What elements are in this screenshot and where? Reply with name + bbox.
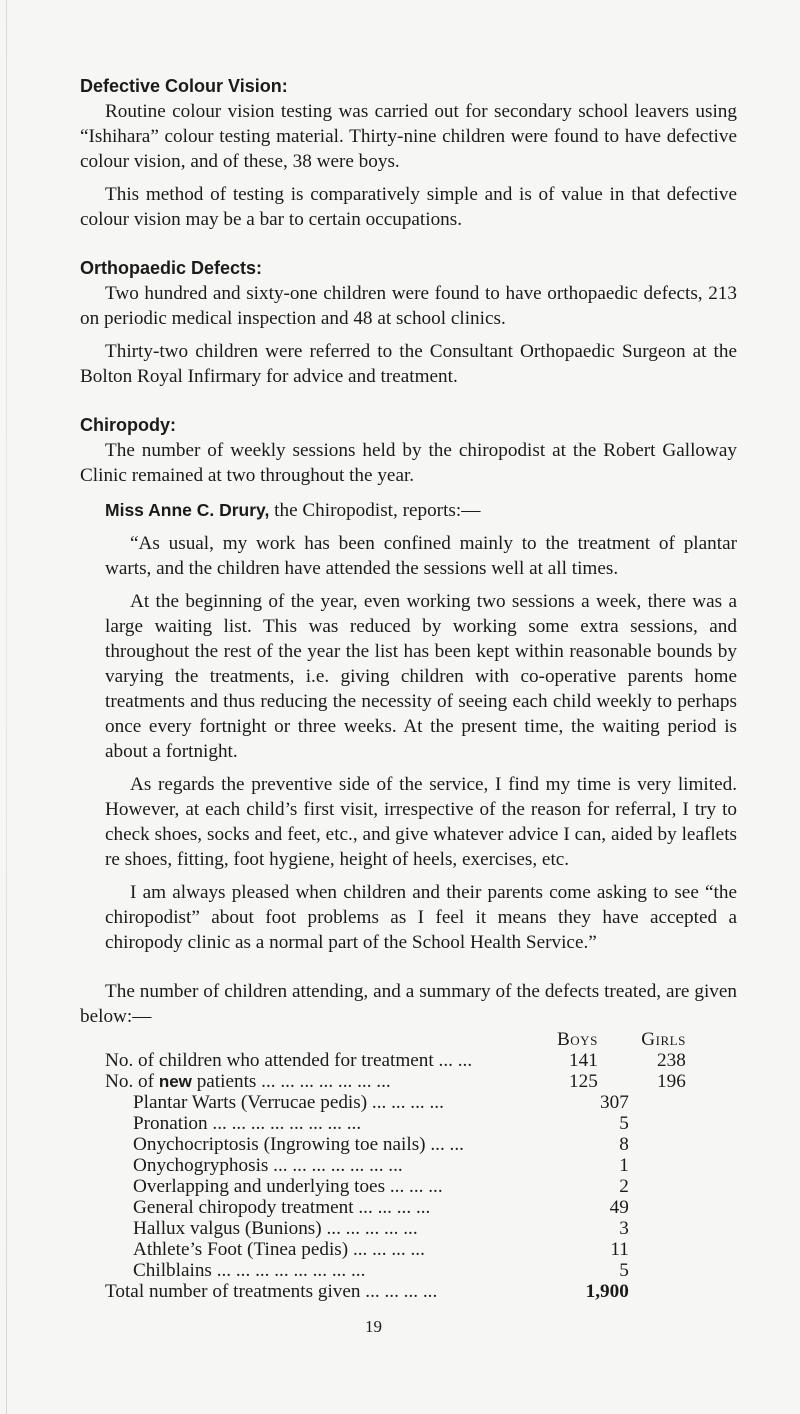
orthopaedic-paragraph-1: Two hundred and sixty-one children were found to have orthopaedic defects, 213 on periodic medical inspection and 48 at school clinics. — [80, 283, 737, 329]
page-edge-shadow — [6, 0, 7, 1414]
document-page — [80, 74, 737, 1339]
defect-label: Chilblains ... ... ... ... ... ... ... ... — [133, 1260, 366, 1281]
heading-orthopaedic: Orthopaedic Defects: — [80, 258, 263, 278]
table-row — [105, 1239, 686, 1260]
chiropody-paragraph-1: The number of weekly sessions held by the chiropodist at the Robert Galloway Clinic remained at two throughout the year. — [80, 440, 737, 486]
table-header-row — [105, 1029, 686, 1050]
table-row — [105, 1050, 686, 1071]
defect-label: Onychogryphosis ... ... ... ... ... ... ... — [133, 1155, 403, 1176]
defect-label: Onychocriptosis (Ingrowing toe nails) ... ... — [133, 1134, 464, 1155]
orthopaedic-paragraph-2: Thirty-two children were referred to the Consultant Orthopaedic Surgeon at the Bolton Royal Infirmary for advice and treatment. — [80, 341, 737, 387]
chiropodist-report-quote — [80, 523, 737, 955]
defect-count: 1 — [619, 1155, 629, 1176]
defect-count: 5 — [619, 1113, 629, 1134]
quote-paragraph-1: “As usual, my work has been confined mainly to the treatment of plantar warts, and the children have attended the sessions well at all times. — [105, 533, 737, 579]
treatment-summary-table — [105, 1029, 686, 1302]
total-value: 1,900 — [585, 1281, 629, 1302]
heading-colour-vision: Defective Colour Vision: — [80, 76, 288, 96]
report-intro-text: the Chiropodist, reports:— — [269, 500, 481, 521]
defect-count: 5 — [619, 1260, 629, 1281]
table-row-total — [105, 1281, 686, 1302]
quote-paragraph-4: I am always pleased when children and their parents come asking to see “the chiropodist” about foot problems as I feel it means they have accepted a chiropody clinic as a normal part of the School Health Service.” — [105, 882, 737, 953]
boys-value: 125 — [569, 1071, 598, 1092]
defect-label: Pronation ... ... ... ... ... ... ... ... — [133, 1113, 362, 1134]
table-row — [105, 1071, 686, 1092]
table-row — [105, 1134, 686, 1155]
defect-label: Plantar Warts (Verrucae pedis) ... ... ... ... — [133, 1092, 444, 1113]
defect-count: 3 — [619, 1218, 629, 1239]
quote-paragraph-2: At the beginning of the year, even working two sessions a week, there was a large waiting list. This was reduced by working some extra sessions, and throughout the rest of the year the list has been kept within reasonable bounds by varying the treatments, i.e. giving children with co-operative parents home treatments and thus reducing the necessity of seeing each child weekly to perhaps once every fortnight or three weeks. At the present time, the waiting period is about a fortnight. — [105, 591, 737, 762]
page-number: 19 — [365, 1317, 382, 1336]
colour-vision-paragraph-2: This method of testing is comparatively simple and is of value in that defective colour vision may be a bar to certain occupations. — [80, 184, 737, 230]
heading-chiropody: Chiropody: — [80, 415, 176, 435]
defect-label: Overlapping and underlying toes ... ... ... — [133, 1176, 443, 1197]
girls-value: 196 — [657, 1071, 686, 1092]
col-header-girls: Girls — [641, 1029, 686, 1050]
table-row — [105, 1155, 686, 1176]
summary-paragraph: The number of children attending, and a summary of the defects treated, are given below:— — [80, 981, 737, 1027]
defect-label: Hallux valgus (Bunions) ... ... ... ... ... — [133, 1218, 418, 1239]
defect-count: 49 — [609, 1197, 629, 1218]
defect-count: 307 — [600, 1092, 629, 1113]
table-row — [105, 1113, 686, 1134]
row-label: No. of new patients ... ... ... ... ... ... ... — [105, 1071, 391, 1092]
col-header-boys: Boys — [557, 1029, 598, 1050]
quote-paragraph-3: As regards the preventive side of the service, I find my time is very limited. However, at each child’s first visit, irrespective of the reason for referral, I try to check shoes, socks and feet, etc., and give whatever advice I can, aided by leaflets re shoes, fitting, foot hygiene, height of heels, exercises, etc. — [105, 774, 737, 870]
defect-label: Athlete’s Foot (Tinea pedis) ... ... ... ... — [133, 1239, 425, 1260]
table-row — [105, 1176, 686, 1197]
defect-count: 8 — [619, 1134, 629, 1155]
table-row — [105, 1260, 686, 1281]
chiropodist-name: Miss Anne C. Drury, — [105, 500, 270, 520]
colour-vision-paragraph-1: Routine colour vision testing was carried out for secondary school leavers using “Ishihara” colour testing material. Thirty-nine children were found to have defective colour vision, and of these, 38 were boys. — [80, 101, 737, 172]
table-row — [105, 1092, 686, 1113]
table-row — [105, 1197, 686, 1218]
defect-count: 11 — [610, 1239, 629, 1260]
chiropodist-report-intro — [80, 498, 737, 523]
defect-count: 2 — [619, 1176, 629, 1197]
defect-label: General chiropody treatment ... ... ... ... — [133, 1197, 431, 1218]
row-label: No. of children who attended for treatment ... ... — [105, 1050, 473, 1071]
table-row — [105, 1218, 686, 1239]
boys-value: 141 — [569, 1050, 598, 1071]
row-label: Total number of treatments given ... ... ... ... — [105, 1281, 438, 1302]
girls-value: 238 — [657, 1050, 686, 1071]
